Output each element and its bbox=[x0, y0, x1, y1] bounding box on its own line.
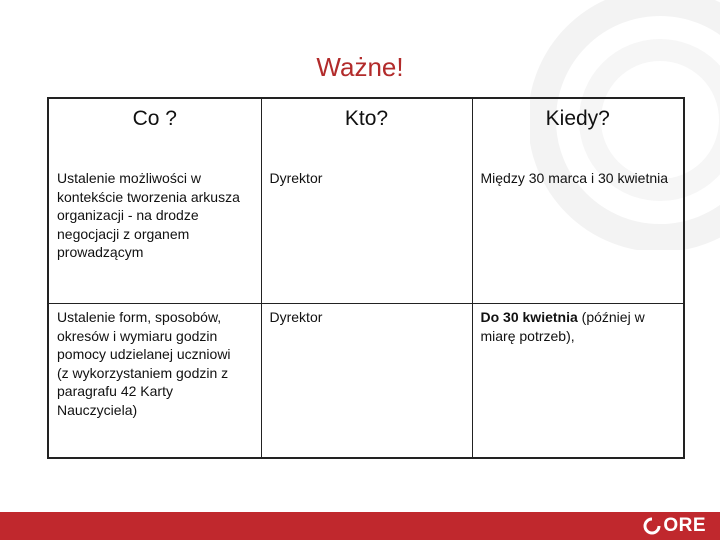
cell-when: Między 30 marca i 30 kwietnia bbox=[472, 165, 683, 304]
deadline-note: (później w miarę potrzeb), bbox=[480, 309, 645, 344]
slide-title: Ważne! bbox=[316, 52, 404, 82]
cell-who: Dyrektor bbox=[261, 165, 472, 304]
table-row bbox=[49, 165, 683, 304]
cell-what bbox=[49, 304, 261, 458]
footer-bar bbox=[0, 512, 720, 540]
responsibility-table bbox=[47, 97, 685, 459]
cell-what-line: Ustalenie form, sposobów, okresów i wymiaru godzin pomocy udzielanej uczniowi bbox=[57, 309, 231, 362]
cell-what: Ustalenie możliwości w kontekście tworzenia arkusza organizacji - na drodze negocjacji z organem prowadzącym bbox=[49, 165, 261, 304]
header-when: Kiedy? bbox=[472, 99, 683, 165]
header-who: Kto? bbox=[261, 99, 472, 165]
ore-logo-icon bbox=[643, 517, 661, 535]
cell-when bbox=[472, 304, 683, 458]
ore-logo bbox=[643, 516, 706, 536]
deadline-bold: Do 30 kwietnia bbox=[480, 309, 578, 325]
cell-what-line: (z wykorzystaniem godzin z paragrafu 42 Karty Nauczyciela) bbox=[57, 364, 229, 418]
table-row bbox=[49, 304, 683, 458]
cell-who: Dyrektor bbox=[261, 304, 472, 458]
table-header-row bbox=[49, 99, 683, 165]
ore-logo-text: ORE bbox=[663, 515, 706, 536]
header-what: Co ? bbox=[49, 99, 261, 165]
